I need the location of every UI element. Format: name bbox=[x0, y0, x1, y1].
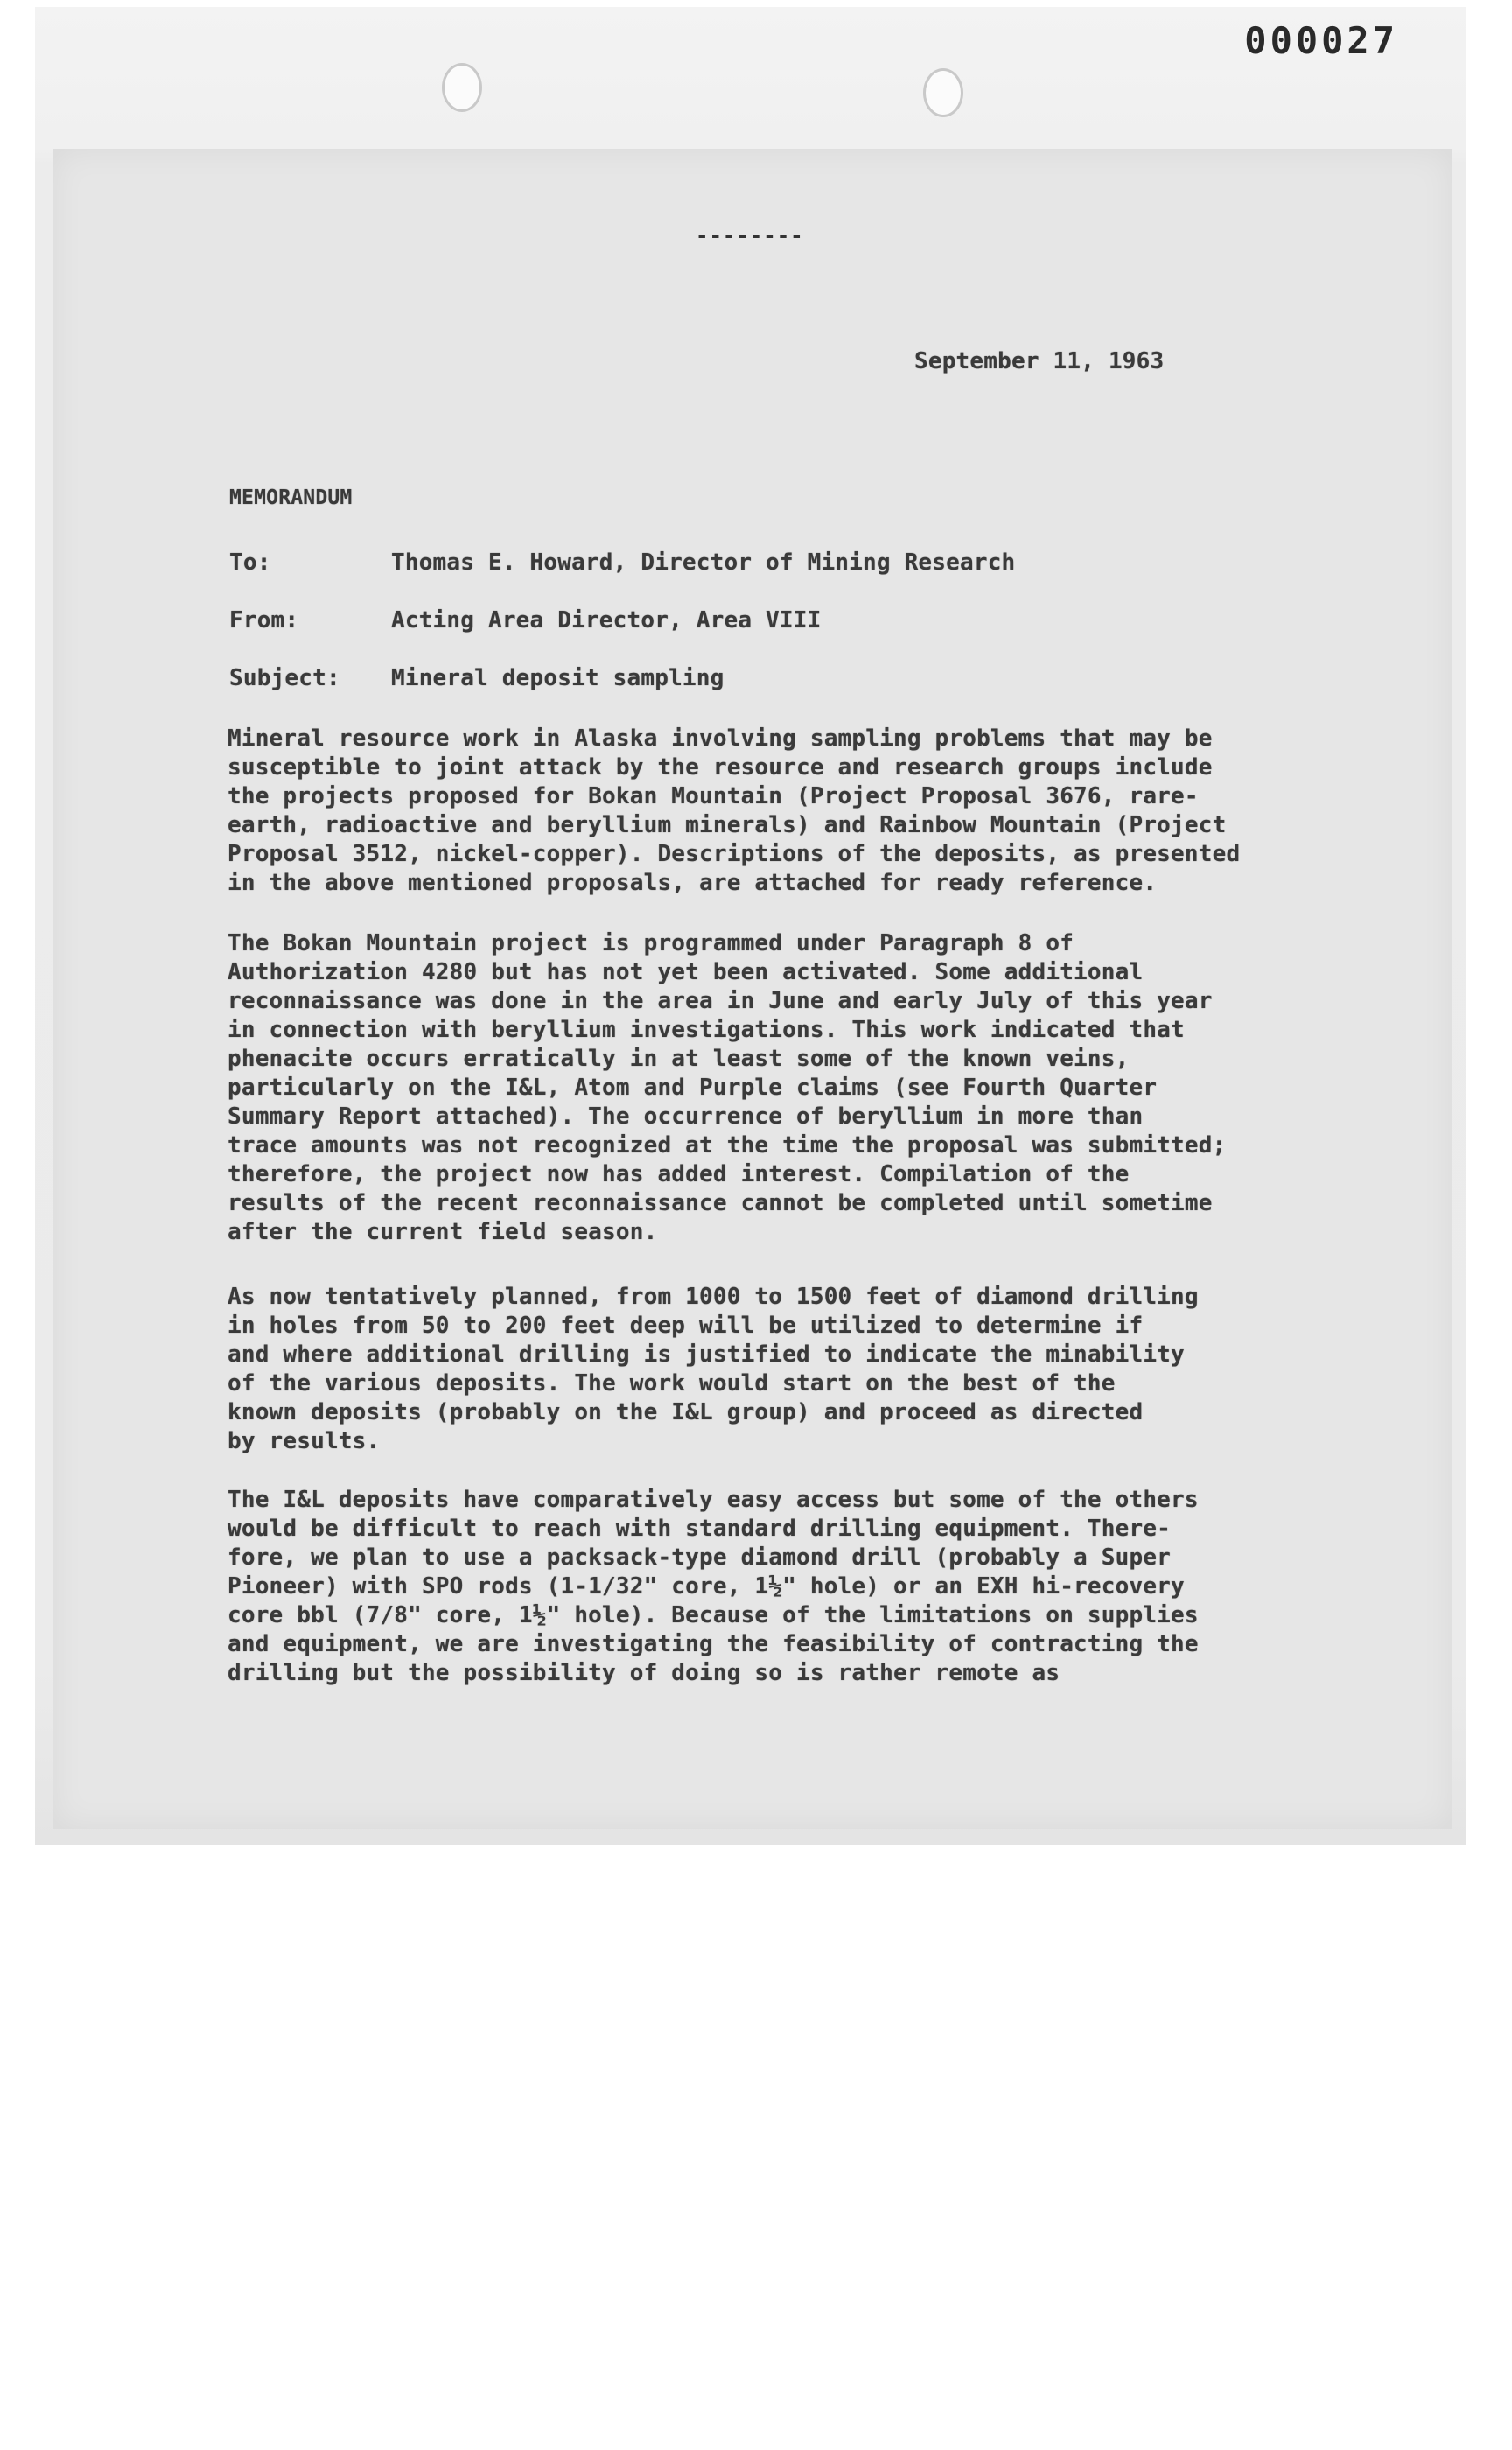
to-field bbox=[229, 550, 1015, 576]
paragraph-2: The Bokan Mountain project is programmed under Paragraph 8 of Authorization 4280 but has not yet been activated. Some additional reconnaissance was done in the area in June and early July of this year in connection with beryllium investigations. This work indicated that phenacite occurs erratically in at least some of the known veins, particularly on the I&L, Atom and Purple claims (see Fourth Quarter Summary Report attached). The occurrence of beryllium in more than trace amounts was not recognized at the time the proposal was submitted; therefore, the project now has added interest. Compilation of the results of the recent reconnaissance cannot be completed until sometime after the current field season. bbox=[228, 930, 1227, 1245]
memo-heading: MEMORANDUM bbox=[229, 486, 353, 509]
subject-value: Mineral deposit sampling bbox=[391, 665, 724, 691]
to-label: To: bbox=[229, 550, 271, 576]
from-field bbox=[229, 607, 821, 634]
punch-hole-right bbox=[923, 68, 963, 117]
paragraph-3: As now tentatively planned, from 1000 to 1500 feet of diamond drilling in holes from 50 to 200 feet deep will be utilized to determine if and where additional drilling is justified to indicate the minability of the various deposits. The work would start on the best of the known deposits (probably on the I&L group) and proceed as directed by results. bbox=[228, 1284, 1199, 1454]
from-label: From: bbox=[229, 607, 299, 634]
paragraph-1: Mineral resource work in Alaska involving sampling problems that may be susceptible to joint attack by the resource and research groups include the projects proposed for Bokan Mountain (Project Proposal 3676, rare- earth, radioactive and beryllium minerals) and Rainbow Mountain (Project Proposal 3512, nickel-copper). Descriptions of the deposits, as presented in the above mentioned proposals, are attached for ready reference. bbox=[228, 725, 1241, 896]
memo-date: September 11, 1963 bbox=[914, 348, 1165, 374]
subject-field bbox=[229, 665, 724, 691]
subject-label: Subject: bbox=[229, 665, 340, 691]
document-number: 000027 bbox=[1244, 19, 1398, 62]
to-value: Thomas E. Howard, Director of Mining Research bbox=[391, 550, 1016, 576]
paragraph-4: The I&L deposits have comparatively easy access but some of the others would be difficult to reach with standard drilling equipment. There- fore, we plan to use a packsack-type diamond drill (probably a Super Pioneer) with SPO rods (1-1/32" core, 1½" hole) or an EXH hi-recovery core bbl (7/8" core, 1½" hole). Because of the limitations on supplies and equipment, we are investigating the feasibility of contracting the drilling but the possibility of doing so is rather remote as bbox=[228, 1487, 1199, 1686]
from-value: Acting Area Director, Area VIII bbox=[391, 607, 822, 634]
punch-hole-left bbox=[442, 63, 482, 112]
header-dashes: -------- bbox=[696, 223, 804, 248]
